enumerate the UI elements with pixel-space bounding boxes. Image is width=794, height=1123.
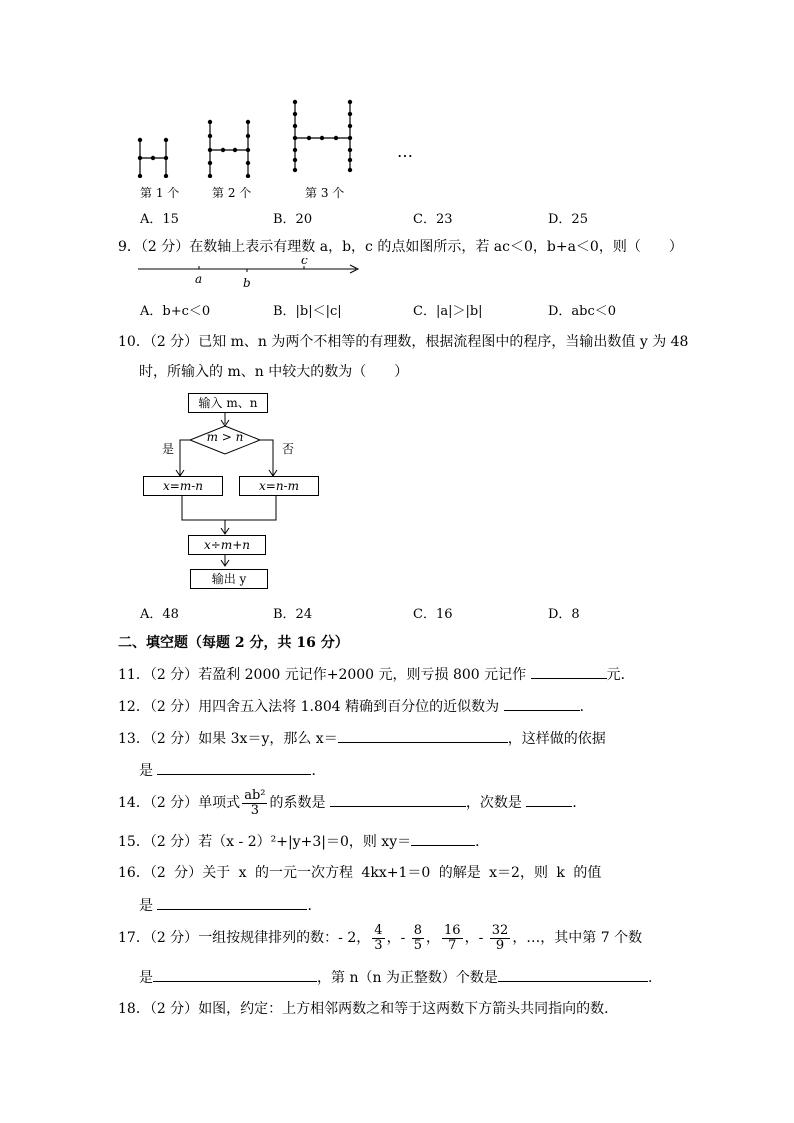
q16-score: （2 分） — [149, 865, 203, 881]
q9-text: 在数轴上表示有理数 a，b，c 的点如图所示，若 ac＜0，b+a＜0，则（ ） — [189, 239, 683, 255]
q8-option-b: B．20 — [273, 212, 313, 227]
q8-pattern-figure — [130, 98, 430, 178]
q12-answer-blank[interactable] — [504, 696, 580, 711]
q15-text: 若（x - 2）²+|y+3|＝0，则 xy＝ — [198, 834, 412, 850]
q11-answer-blank[interactable] — [531, 664, 607, 679]
q14-tail: ． — [572, 795, 587, 811]
q13-score: （2 分） — [149, 731, 199, 747]
q13-number: 13． — [118, 731, 150, 747]
q16-text: 关于 x 的一元一次方程 4kx+1＝0 的解是 x＝2，则 k 的值 — [202, 865, 602, 881]
q17-line2 — [139, 967, 662, 988]
q12-score: （2 分） — [149, 699, 199, 715]
q8-option-d: D．25 — [548, 212, 588, 227]
q17-frac-4-den: 9 — [495, 937, 505, 953]
q8-ellipsis: … — [397, 142, 413, 161]
q14-score: （2 分） — [149, 795, 199, 811]
q17-frac-3-num: 16 — [444, 922, 461, 938]
q13-mid: ，这样做的依据 — [507, 731, 606, 747]
q14-number: 14． — [118, 795, 150, 811]
q9-option-b: B．|b|＜|c| — [273, 304, 342, 319]
q17-fraction-2 — [412, 924, 424, 953]
q16-line2-label: 是 — [139, 898, 153, 914]
q15-tail: ． — [475, 834, 490, 850]
q10-stem-line1 — [118, 332, 688, 352]
q10-number: 10． — [118, 334, 150, 350]
q14-frac-denominator: 3 — [250, 802, 259, 818]
q10-text-1: 已知 m、n 为两个不相等的有理数，根据流程图中的程序，当输出数值 y 为 48 — [198, 334, 689, 350]
flow-left-box: x=m-n — [143, 476, 223, 496]
q16 — [118, 863, 601, 883]
q9-number-line — [138, 258, 368, 290]
q10-option-c: C．16 — [413, 607, 453, 622]
q16-answer-blank[interactable] — [157, 895, 307, 910]
q11-number: 11． — [118, 667, 150, 683]
q18 — [118, 999, 618, 1019]
q10-score: （2 分） — [149, 334, 199, 350]
q9-option-d: D．abc＜0 — [548, 304, 617, 319]
q18-text: 如图，约定：上方相邻两数之和等于这两数下方箭头共同指向的数． — [198, 1001, 619, 1017]
q11-score: （2 分） — [149, 667, 199, 683]
flow-no-label: 否 — [282, 442, 295, 456]
q13-line2 — [139, 760, 325, 781]
q14-answer-blank-1[interactable] — [330, 792, 466, 807]
q14-mid2: ，次数是 — [465, 795, 522, 811]
q17-frac-3-den: 7 — [448, 937, 457, 953]
q13-line2-label: 是 — [139, 763, 153, 779]
q17-frac-4-num: 32 — [491, 922, 509, 938]
q11 — [118, 664, 635, 685]
q12-number: 12． — [118, 699, 150, 715]
q9-score: （2 分） — [140, 239, 190, 255]
q13-text: 如果 3x＝y，那么 x＝ — [198, 731, 338, 747]
q17-line2-label: 是 — [139, 970, 153, 986]
q18-number: 18． — [118, 1001, 150, 1017]
q14-fraction — [242, 789, 267, 818]
q9-label-c: c — [301, 258, 308, 267]
q9-label-a: a — [195, 272, 203, 286]
q13 — [118, 728, 606, 749]
q17-frac-2-den: 5 — [413, 937, 423, 953]
q11-tail: 元． — [606, 667, 635, 683]
q17-frac-2-sign: - — [400, 930, 410, 946]
q17: 17．（2 分）一组按规律排列的数：- 2， $\frac{4}{3}$ ，- $\frac{8}{5}$ ， $\frac{16}{7}$ ，- $\frac{32}{9}$ ，…，其中第 7 个数 — [118, 922, 643, 953]
q17-frac-2-num: 8 — [413, 922, 423, 938]
q17-after: ，…，其中第 7 个数 — [512, 930, 643, 946]
q16-tail: ． — [307, 898, 322, 914]
section-2-title: 二、填空题（每题 2 分，共 16 分） — [118, 635, 349, 651]
q12-tail: ． — [579, 699, 594, 715]
q9-option-c: C．|a|＞|b| — [413, 304, 483, 319]
q17-frac-1-num: 4 — [374, 922, 383, 938]
q14-frac-numerator: ab² — [244, 787, 266, 803]
q17-answer-blank-2[interactable] — [498, 967, 648, 982]
q10-option-d: D．8 — [548, 607, 580, 622]
q10-option-a: A．48 — [140, 607, 179, 622]
flow-output-box: 输出 y — [190, 569, 268, 589]
q17-tail: ． — [647, 970, 662, 986]
q13-answer-blank-1[interactable] — [338, 728, 508, 743]
q14-answer-blank-2[interactable] — [526, 792, 572, 807]
q14-mid: 的系数是 — [269, 795, 326, 811]
q12 — [118, 696, 594, 717]
q9-number: 9． — [118, 239, 141, 255]
q15-number: 15． — [118, 834, 150, 850]
q9-stem — [118, 237, 683, 257]
q17-line2-mid: ，第 n（n 为正整数）个数是 — [317, 970, 498, 986]
q17-fraction-1 — [372, 924, 384, 953]
q10-option-b: B．24 — [273, 607, 313, 622]
q17-text: 一组按规律排列的数：- 2， — [198, 930, 371, 946]
q9-option-a: A．b+c＜0 — [140, 304, 211, 319]
q8-option-c: C．23 — [413, 212, 453, 227]
q16-line2 — [139, 895, 321, 916]
q9-label-b: b — [243, 276, 251, 290]
q17-frac-1-den: 3 — [374, 937, 383, 953]
q15-score: （2 分） — [149, 834, 199, 850]
flow-yes-label: 是 — [162, 442, 175, 456]
q14 — [118, 786, 586, 820]
q8-caption-2: 第 2 个 — [212, 186, 252, 200]
q14-text: 单项式 — [198, 795, 241, 811]
q8-caption-3: 第 3 个 — [305, 186, 345, 200]
q15-answer-blank[interactable] — [411, 831, 475, 846]
q13-tail: ． — [311, 763, 326, 779]
q10-stem-line2: 时，所输入的 m、n 中较大的数为（ ） — [139, 364, 409, 380]
q16-number: 16． — [118, 865, 150, 881]
flow-calc-box: x÷m+n — [188, 535, 266, 555]
q17-frac-4-sign: - — [478, 930, 488, 946]
q11-text: 若盈利 2000 元记作+2000 元，则亏损 800 元记作 — [198, 667, 527, 683]
q8-caption-1: 第 1 个 — [140, 186, 180, 200]
q17-fraction-4 — [490, 924, 511, 953]
q18-score: （2 分） — [149, 1001, 199, 1017]
q17-fraction-3 — [442, 924, 463, 953]
q8-option-a: A．15 — [140, 212, 179, 227]
flow-right-box: x=n-m — [239, 476, 319, 496]
q13-answer-blank-2[interactable] — [157, 760, 311, 775]
q15 — [118, 831, 489, 852]
flow-condition: m > n — [206, 430, 244, 444]
flow-input-box: 输入 m、n — [188, 393, 268, 413]
q17-number: 17． — [118, 930, 150, 946]
q12-text: 用四舍五入法将 1.804 精确到百分位的近似数为 — [198, 699, 500, 715]
q17-score: （2 分） — [149, 930, 199, 946]
q17-answer-blank-1[interactable] — [153, 967, 317, 982]
